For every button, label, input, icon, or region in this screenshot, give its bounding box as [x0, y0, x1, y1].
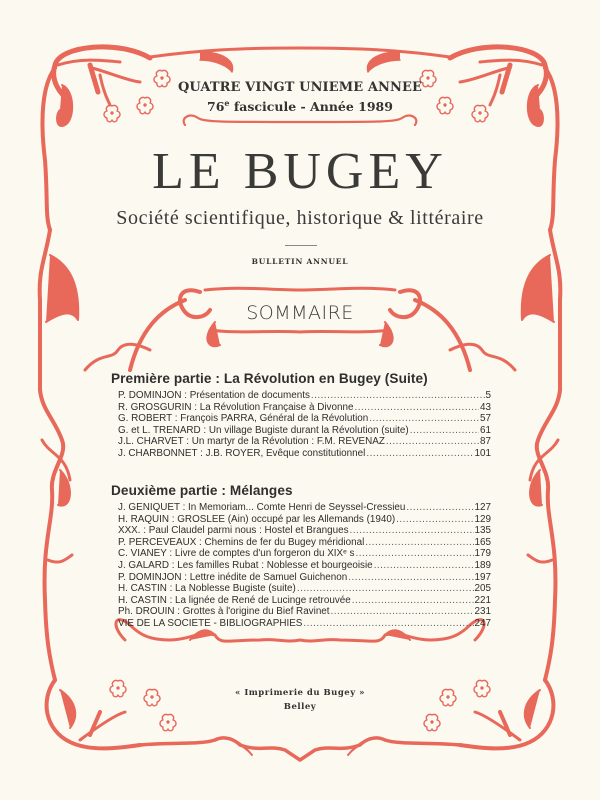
toc-section-title: Deuxième partie : Mélanges — [111, 483, 293, 498]
bulletin-label: BULLETIN ANNUEL — [251, 257, 349, 266]
entry-title: H. CASTIN : La lignée de René de Lucinge retrouvée — [118, 594, 351, 606]
entry-title: P. PERCEVEAUX : Chemins de fer du Bugey méridional — [118, 536, 365, 548]
volume-year-heading: QUATRE VINGT UNIEME ANNEE — [177, 80, 423, 95]
dot-leader — [350, 525, 474, 537]
dot-leader — [354, 402, 479, 414]
toc-entry[interactable] — [118, 548, 491, 560]
toc-entry[interactable] — [118, 448, 491, 460]
toc-entry[interactable] — [118, 560, 491, 572]
toc-entry[interactable] — [118, 618, 491, 630]
toc-entry[interactable] — [118, 583, 491, 595]
printer-city: Belley — [283, 702, 317, 712]
page-number: 127 — [474, 502, 491, 513]
dot-leader — [303, 618, 473, 630]
dot-leader — [297, 583, 474, 595]
toc-entry[interactable] — [118, 502, 491, 514]
page-number: 189 — [474, 559, 491, 571]
entry-title: XXX. : Paul Claudel parmi nous : Hostel et Brangues — [118, 525, 349, 537]
entry-title: H. RAQUIN : GROSLEE (Ain) occupé par les Allemands (1940) — [118, 513, 396, 525]
sommaire-heading: SOMMAIRE — [246, 302, 354, 324]
dot-leader — [396, 514, 473, 526]
entry-title: VIE DE LA SOCIETE - BIBLIOGRAPHIES — [118, 617, 303, 629]
page-number: 87 — [480, 436, 491, 448]
dot-leader — [386, 436, 479, 448]
ordinal-suffix: e — [224, 98, 230, 108]
toc-entries — [118, 390, 491, 460]
sommaire-cartouche — [130, 288, 470, 370]
journal-subtitle: Société scientifique, historique & littéraire — [116, 207, 484, 229]
entry-title: P. DOMINJON : Lettre inédite de Samuel Guichenon — [118, 571, 348, 583]
page-number: 221 — [474, 594, 491, 606]
toc-entry[interactable] — [118, 425, 491, 437]
toc-entry[interactable] — [118, 514, 491, 526]
entry-title: P. DOMINJON : Présentation de documents — [118, 390, 310, 401]
dot-leader — [331, 606, 474, 618]
fascicule-number: 76 — [207, 99, 225, 115]
entry-title: J.L. CHARVET : Un martyr de la Révolution : F.M. REVENAZ — [118, 436, 385, 448]
page-number: 5 — [485, 390, 491, 401]
toc-entry[interactable] — [118, 537, 491, 549]
dot-leader — [355, 548, 473, 560]
page-number: 61 — [480, 424, 491, 436]
page-number: 129 — [474, 513, 491, 525]
dot-leader — [366, 448, 473, 460]
entry-title: R. GROSGURIN : La Révolution Française à Divonne — [118, 401, 354, 413]
page-number: 165 — [474, 536, 491, 548]
dot-leader — [365, 537, 473, 549]
toc-part-2 — [111, 483, 491, 630]
dot-leader — [348, 572, 473, 584]
corner-ornament-top-right — [450, 47, 558, 230]
page-number: 43 — [480, 401, 491, 413]
toc-entry[interactable] — [118, 606, 491, 618]
toc-part-1 — [111, 371, 491, 460]
journal-title: LE BUGEY — [152, 143, 448, 200]
toc-entry[interactable] — [118, 595, 491, 607]
fascicule-year: fascicule - Année 1989 — [229, 99, 393, 115]
page-number: 197 — [474, 571, 491, 583]
toc-entry[interactable] — [118, 402, 491, 414]
entry-title: Ph. DROUIN : Grottes à l'origine du Bief Ravinet — [118, 606, 330, 618]
entry-title: C. VIANEY : Livre de comptes d'un forgeron du XIXᵉ s — [118, 548, 355, 560]
entry-title: H. CASTIN : La Noblesse Bugiste (suite) — [118, 583, 296, 595]
page-number: 231 — [474, 606, 491, 618]
fascicule-line — [0, 98, 600, 114]
page-number: 247 — [474, 617, 491, 629]
corner-ornament-top-left — [42, 47, 150, 230]
entry-title: J. GENIQUET : In Memoriam... Comte Henri de Seyssel-Cressieu — [118, 502, 406, 513]
toc-entry[interactable] — [118, 413, 491, 425]
entry-title: G. et L. TRENARD : Un village Bugiste durant la Révolution (suite) — [118, 424, 409, 436]
dot-leader — [352, 595, 474, 607]
printer-name: « Imprimerie du Bugey » — [235, 688, 365, 698]
decorative-rule — [285, 245, 317, 246]
toc-section-title: Première partie : La Révolution en Bugey (Suite) — [111, 371, 428, 386]
toc-entry[interactable] — [118, 436, 491, 448]
dot-leader — [369, 413, 479, 425]
toc-entries — [118, 502, 491, 630]
page-number: 101 — [474, 447, 491, 459]
toc-entry[interactable] — [118, 572, 491, 584]
page-number: 179 — [474, 548, 491, 560]
toc-entry[interactable] — [118, 525, 491, 537]
bottom-border — [140, 738, 460, 760]
dot-leader — [311, 390, 485, 402]
entry-title: G. ROBERT : François PARRA, Général de la Révolution — [118, 413, 369, 425]
entry-title: J. GALARD : Les familles Rubat : Noblesse et bourgeoisie — [118, 559, 373, 571]
page-number: 135 — [474, 525, 491, 537]
page-number: 205 — [474, 583, 491, 595]
entry-title: J. CHARBONNET : J.B. ROYER, Evêque constitutionnel — [118, 447, 366, 459]
toc-entry[interactable] — [118, 390, 491, 402]
dot-leader — [406, 502, 473, 514]
dot-leader — [410, 425, 479, 437]
page-number: 57 — [480, 413, 491, 425]
dot-leader — [374, 560, 474, 572]
